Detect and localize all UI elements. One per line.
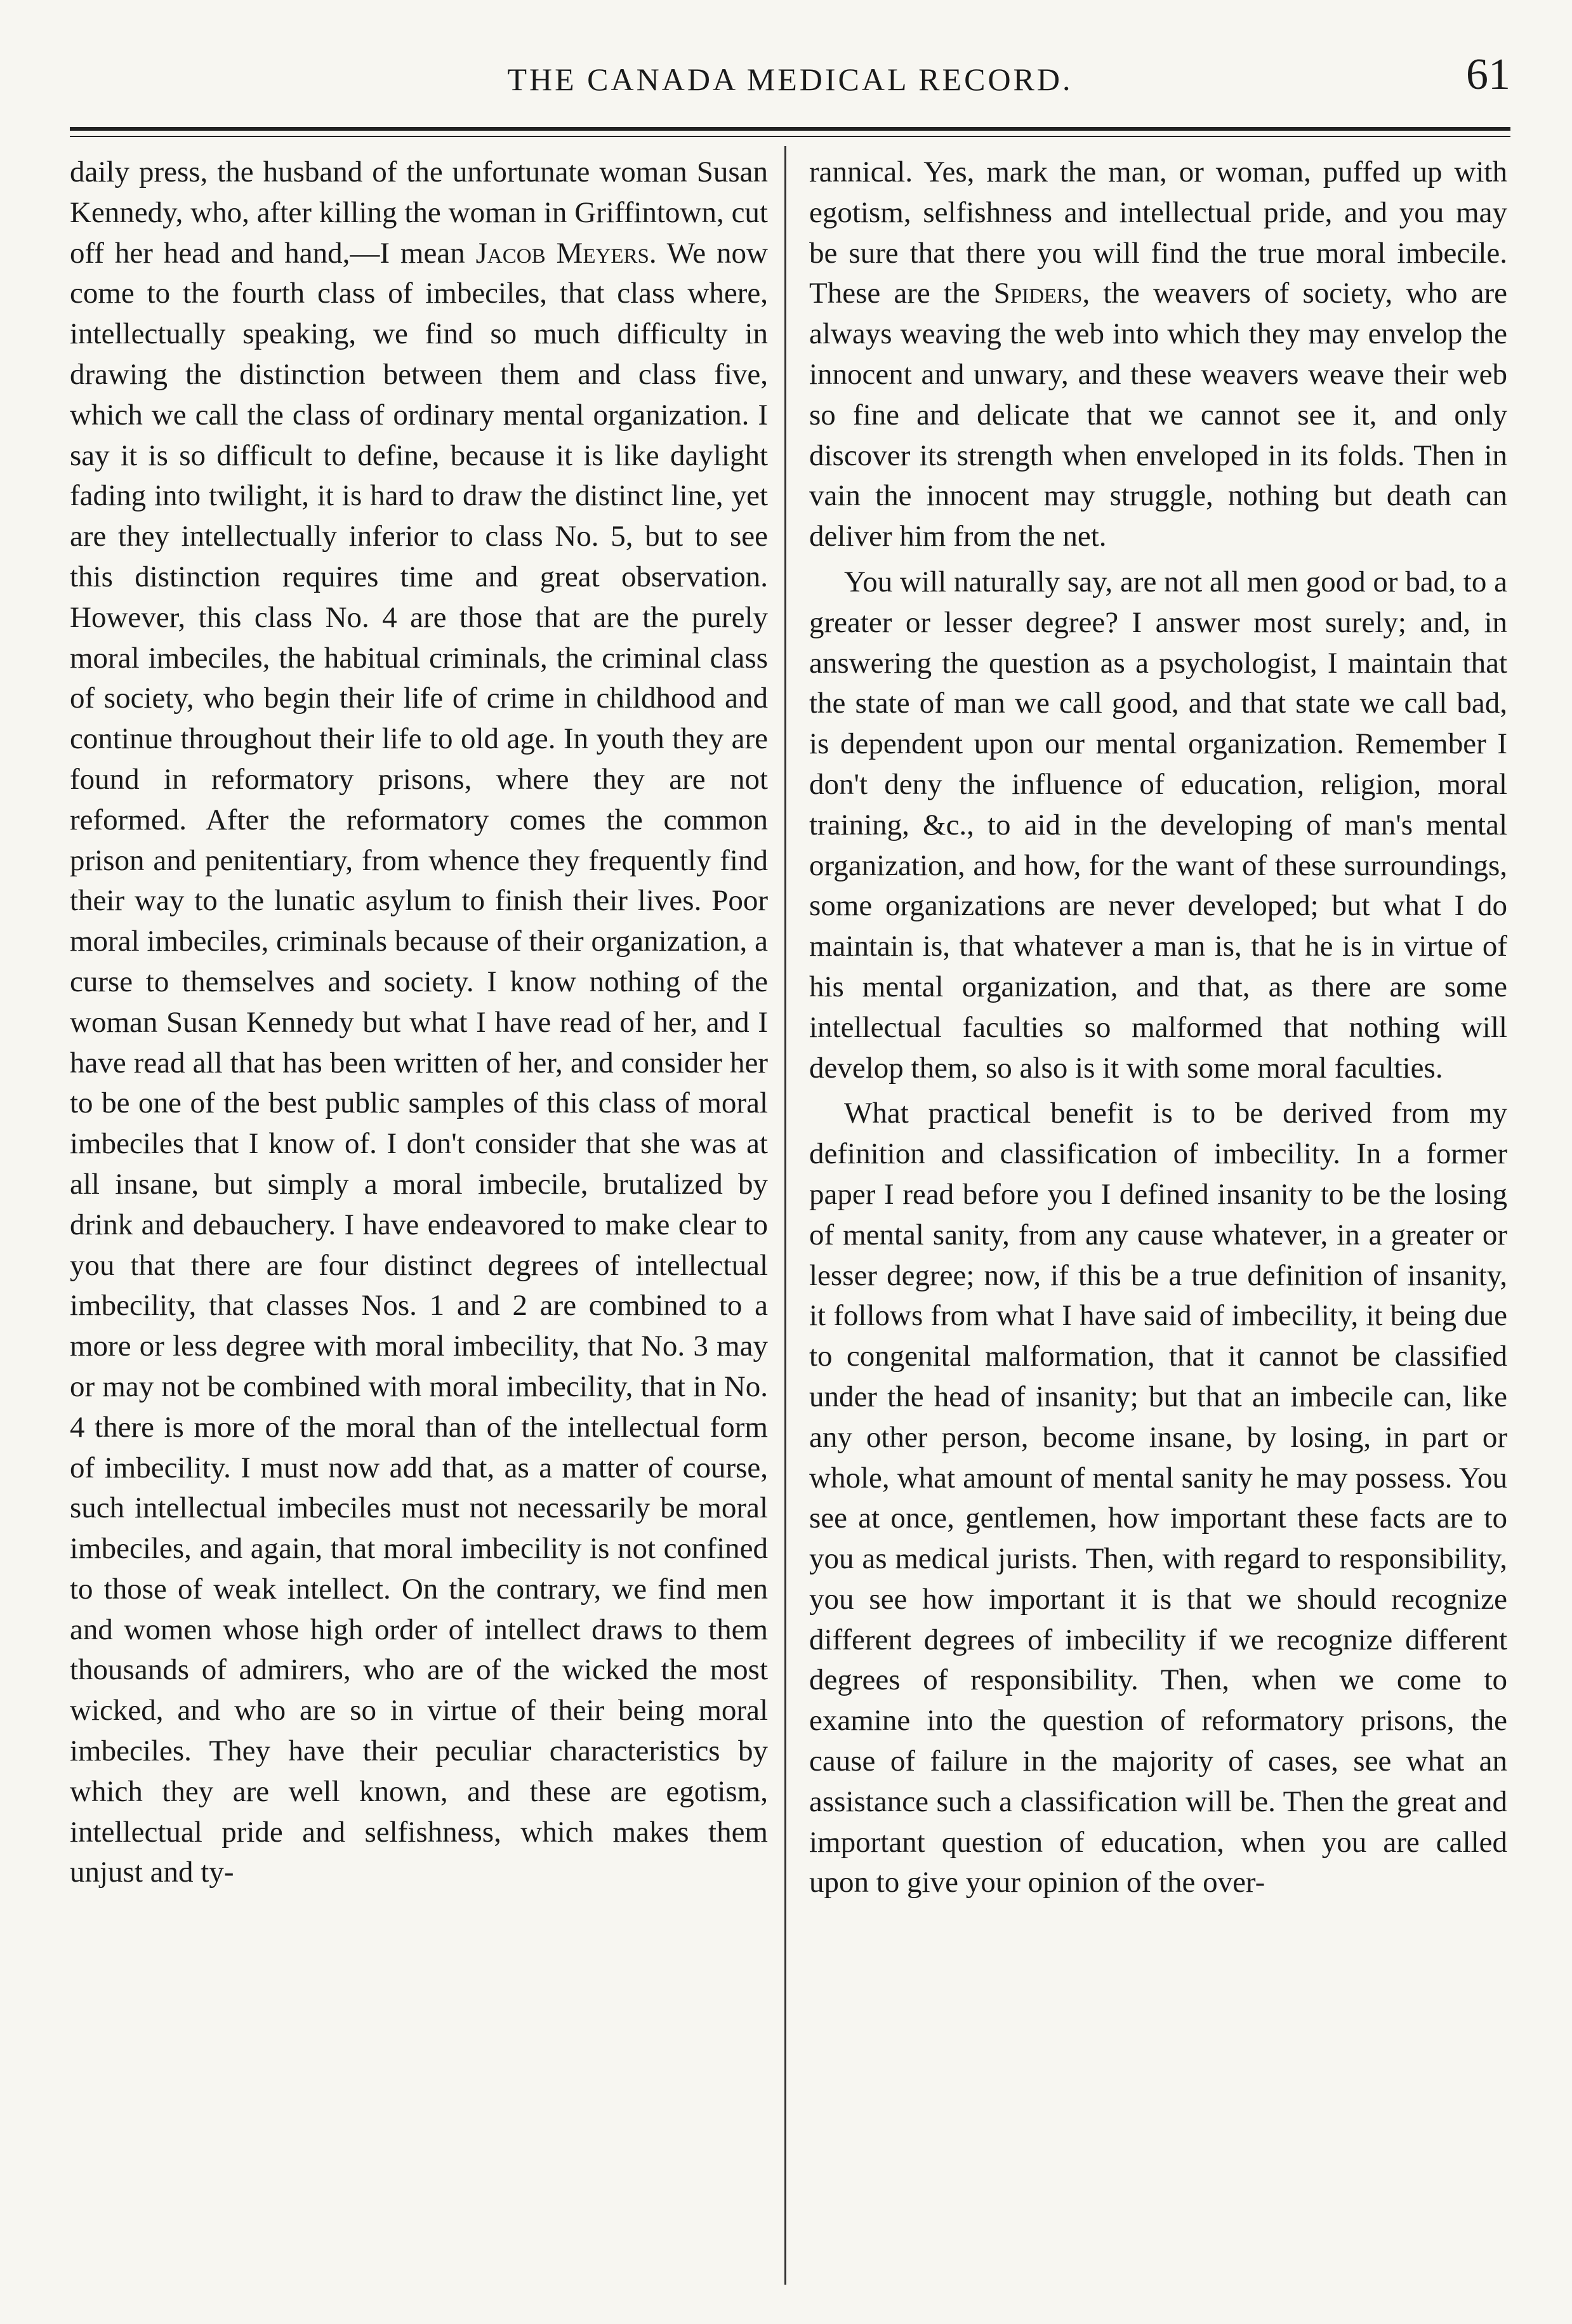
name-jacob-meyers: Jacob Meyers (475, 236, 649, 270)
column-divider (784, 146, 786, 2285)
right-text-b: , the weavers of society, who are always weaving the web into which they may envelop the innocent and unwary, and these weavers weave their web so fine and delicate that we cannot see it, and only discover its strength when enveloped in its folds. Then in vain the innocent may struggle, nothing but death can deliver him from the net. (809, 277, 1507, 553)
page-number: 61 (1466, 50, 1510, 99)
left-paragraph-1 (70, 152, 768, 1893)
right-paragraph-3: What practical benefit is to be derived from my definition and classification of imbecility. In a former paper I read before you I defined insanity to be the losing of mental sanity, from any cause whatever, in a greater or lesser degree; now, if this be a true definition of insanity, it follows from what I have said of imbecility, it being due to congenital malformation, that it cannot be classified under the head of insanity; but that an imbecile can, like any other person, become insane, by losing, in part or whole, what amount of mental sanity he may possess. You see at once, gentlemen, how important these facts are to you as medical jurists. Then, with regard to responsibility, you see how important it is that we should recognize different degrees of imbecility if we recognize different degrees of responsibility. Then, when we come to examine into the question of reformatory prisons, the cause of failure in the majority of cases, see what an assistance such a classification will be. Then the great and important question of education, when you are called upon to give your opinion of the over- (809, 1097, 1507, 1899)
left-column (70, 152, 768, 2272)
left-text-b: . We now come to the fourth class of imbeciles, that class where, intellectually speaking, we find so much difficulty in drawing the distinction between them and class five, which we call the class of ordinary mental organization. I say it is so difficult to define, because it is like daylight fading into twilight, it is hard to draw the distinct line, yet are they intellectually inferior to class No. 5, but to see this distinction requires time and great observation. However, this class No. 4 are those that are the purely moral imbeciles, the habitual criminals, the criminal class of society, who begin their life of crime in childhood and continue throughout their life to old age. In youth they are found in reformatory prisons, where they are not reformed. After the reformatory comes the common prison and penitentiary, from whence they frequently find their way to the lunatic asylum to finish their lives. Poor moral imbeciles, criminals because of their organization, a curse to themselves and society. I know nothing of the woman Susan Kennedy but what I have read of her, and I have read all that has been written of her, and consider her to be one of the best public samples of this class of moral imbeciles that I know of. I don't consider that she was at all insane, but simply a moral imbecile, brutalized by drink and debauchery. I have endeavored to make clear to you that there are four distinct degrees of intellectual imbecility, that classes Nos. 1 and 2 are combined to a more or less degree with moral imbecility, that No. 3 may or may not be combined with moral imbecility, that in No. 4 there is more of the moral than of the intellectual form of imbecility. I must now add that, as a matter of course, such intellectual imbeciles must not necessarily be moral imbeciles, and again, that moral imbecility is not confined to those of weak intellect. On the contrary, we find men and women whose high order of intellect draws to them thousands of admirers, who are of the wicked the most wicked, and who are so in virtue of their being moral imbeciles. They have their peculiar characteristics by which they are well known, and these are egotism, intellectual pride and selfishness, which makes them unjust and ty- (70, 236, 768, 1889)
left-text-a: daily press, the husband of the unfortunate woman Susan Kennedy, who, after killing the woman in Griffintown, cut off her head and hand,—I mean (70, 155, 768, 270)
right-paragraph-2: You will naturally say, are not all men good or bad, to a greater or lesser degree? I answer most surely; and, in answering the question as a psychologist, I maintain that the state of man we call good, and that state we call bad, is dependent upon our mental organization. Remember I don't deny the influence of education, religion, moral training, &c., to aid in the developing of man's mental organization, and how, for the want of these surroundings, some organizations are never developed; but what I do maintain is, that whatever a man is, that he is in virtue of his mental organization, and that, as there are some intellectual faculties so malformed that nothing will develop them, so also is it with some moral faculties. (809, 565, 1507, 1085)
page-header (70, 50, 1510, 119)
running-title: THE CANADA MEDICAL RECORD. (507, 62, 1073, 97)
header-rule-thin (70, 136, 1510, 137)
right-paragraph-1 (809, 152, 1507, 557)
right-text-a: rannical. Yes, mark the man, or woman, puffed up with egotism, selfishness and intellectual pride, and you may be sure that there you will find the true moral imbecile. These are the (809, 155, 1507, 310)
word-spiders: Spiders (993, 277, 1083, 310)
right-column (809, 152, 1507, 2272)
header-rule-thick (70, 127, 1510, 131)
